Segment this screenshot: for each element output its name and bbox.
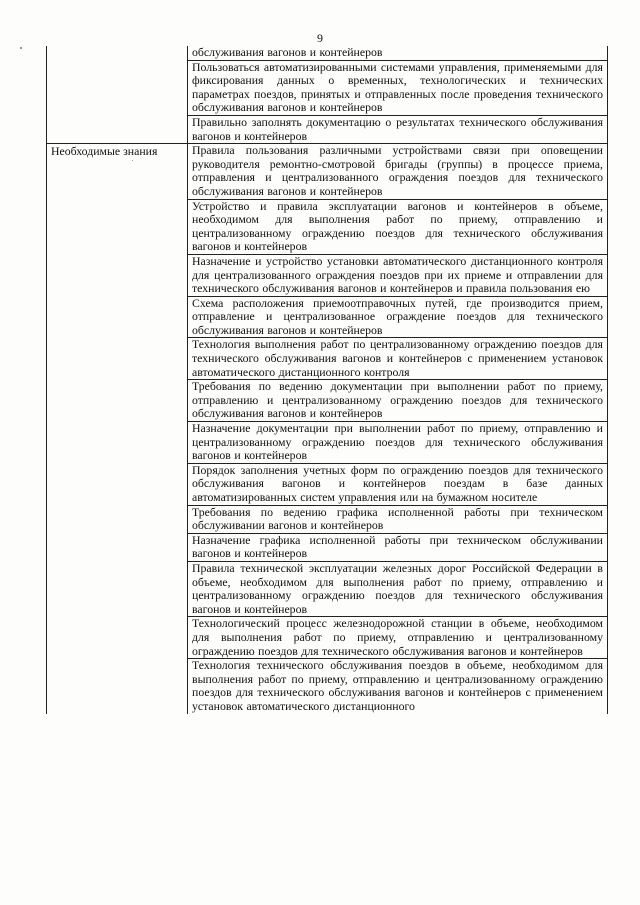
table-cell-description: Назначение документации при выполнении работ по приему, отправлению и централизованному ограждению поездов для технического обслуживания вагонов и контейнеров	[188, 422, 608, 464]
table-cell-description: Правила пользования различными устройствами связи при оповещении руководителя ремонтно-смотровой бригады (группы) в процессе приема, отправления и централизованного ограждения поездов для технического обслуживания вагонов и контейнеров	[188, 144, 608, 199]
table-cell-description: Правильно заполнять документацию о результатах технического обслуживания вагонов и контейнеров	[188, 115, 608, 143]
table-cell-description: Назначение и устройство установки автоматического дистанционного контроля для централизованного ограждения поездов при их приеме и отправлении для технического обслуживания вагонов и контейнеров и правила пользования ею	[188, 254, 608, 296]
scan-speck	[20, 47, 22, 49]
table-cell-description: Правила технической эксплуатации железных дорог Российской Федерации в объеме, необходимом для выполнения работ по приему, отправлению и централизованному ограждению поездов для технического обслуживания вагонов и контейнеров	[188, 561, 608, 616]
table-cell-description: Требования по ведению графика исполненной работы при техническом обслуживании вагонов и контейнеров	[188, 505, 608, 533]
table-cell-description: Назначение графика исполненной работы при техническом обслуживании вагонов и контейнеров	[188, 533, 608, 561]
table-cell-description: Технология выполнения работ по централизованному ограждению поездов для технического обслуживания вагонов и контейнеров с применением установок автоматического дистанционного контроля	[188, 338, 608, 380]
table-cell-description: Устройство и правила эксплуатации вагонов и контейнеров в объеме, необходимом для выполнения работ по приему, отправлению и централизованному ограждению поездов для технического обслуживания вагонов и контейнеров	[188, 199, 608, 254]
table-cell-description: Порядок заполнения учетных форм по ограждению поездов для технического обслуживания вагонов и контейнеров поездам в базе данных автоматизированных систем управления или на бумажном носителе	[188, 463, 608, 505]
table-row	[47, 144, 608, 199]
table-cell-description: Технология технического обслуживания поездов в объеме, необходимом для выполнения работ по приему, отправлению и централизованному ограждению поездов для технического обслуживания вагонов и контейнеров с применением установок автоматического дистанционного	[188, 659, 608, 714]
table-cell-description: Пользоваться автоматизированными системами управления, применяемыми для фиксирования данных о временных, технологических и технических параметрах поездов, принятых и отправленных после проведения технического обслуживания вагонов и контейнеров	[188, 60, 608, 115]
table-cell-description: Требования по ведению документации при выполнении работ по приему, отправлению и централизованному ограждению поездов для технического обслуживания вагонов и контейнеров	[188, 380, 608, 422]
page-number: 9	[317, 31, 323, 45]
table-cell-description: Технологический процесс железнодорожной станции в объеме, необходимом для выполнения работ по приему, отправлению и централизованному ограждению поездов для технического обслуживания вагонов и контейнеров	[188, 617, 608, 659]
table-row	[47, 46, 608, 60]
table-cell-description: обслуживания вагонов и контейнеров	[188, 46, 608, 60]
requirements-table	[46, 46, 608, 714]
section-label-knowledge: Необходимые знания	[47, 144, 188, 714]
table-cell-description: Схема расположения приемоотправочных путей, где производится прием, отправление и централизованное ограждение поездов для технического обслуживания вагонов и контейнеров	[188, 296, 608, 338]
section-label-empty	[47, 46, 188, 144]
